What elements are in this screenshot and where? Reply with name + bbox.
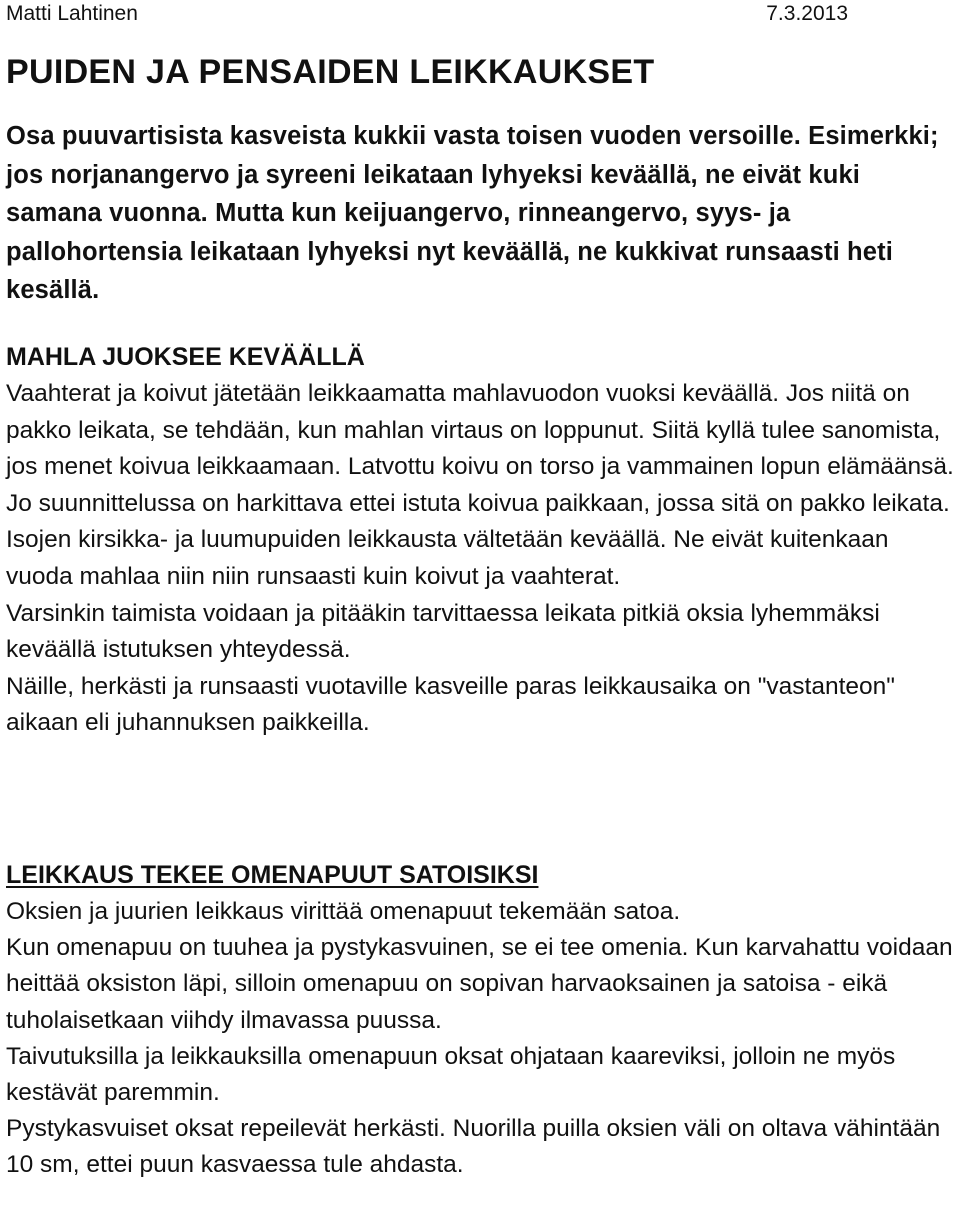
section-heading-omena: LEIKKAUS TEKEE OMENAPUUT SATOISIKSI	[6, 861, 539, 889]
author-name: Matti Lahtinen	[6, 2, 138, 25]
section-omena	[6, 856, 954, 1184]
paragraph: Näille, herkästi ja runsaasti vuotaville kasveille paras leikkausaika on "vastanteon" aikaan eli juhannuksen paikkeilla.	[6, 672, 895, 737]
paragraph: Kun omenapuu on tuuhea ja pystykasvuinen, se ei tee omenia. Kun karvahattu voidaan heittää oksiston läpi, silloin omenapuu on sopivan harvaoksainen ja satoisa - eikä tuholaisetkaan viihdy ilmavassa puussa.	[6, 934, 953, 1034]
paragraph: Vaahterat ja koivut jätetään leikkaamatta mahlavuodon vuoksi keväällä. Jos niitä on pakko leikata, se tehdään, kun mahlan virtaus on loppunut. Siitä kyllä tulee sanomista, jos menet koivua leikkaamaan. Latvottu koivu on torso ja vammainen lopun elämäänsä. Jo suunnittelussa on harkittava ettei istuta koivua paikkaan, jossa sitä on pakko leikata.	[6, 380, 954, 517]
section-heading-mahla: MAHLA JUOKSEE KEVÄÄLLÄ	[6, 343, 365, 371]
document-header	[6, 0, 954, 30]
paragraph: Taivutuksilla ja leikkauksilla omenapuun oksat ohjataan kaareviksi, jolloin ne myös kestävät paremmin.	[6, 1042, 896, 1107]
paragraph: Pystykasvuiset oksat repeilevät herkästi. Nuorilla puilla oksien väli on oltava vähintään 10 sm, ettei puun kasvaessa tule ahdasta.	[6, 1115, 941, 1179]
document-date: 7.3.2013	[766, 2, 848, 25]
paragraph: Oksien ja juurien leikkaus virittää omenapuut tekemään satoa.	[6, 898, 681, 925]
document-title: PUIDEN JA PENSAIDEN LEIKKAUKSET	[6, 53, 655, 91]
paragraph: Isojen kirsikka- ja luumupuiden leikkausta vältetään keväällä. Ne eivät kuitenkaan vuoda mahlaa niin niin runsaasti kuin koivut ja vaahterat.	[6, 526, 889, 590]
section-mahla	[6, 338, 954, 742]
paragraph: Varsinkin taimista voidaan ja pitääkin tarvittaessa leikata pitkiä oksia lyhemmäksi keväällä istutuksen yhteydessä.	[6, 599, 880, 664]
intro-paragraph: Osa puuvartisista kasveista kukkii vasta toisen vuoden versoille. Esimerkki; jos norjanangervo ja syreeni leikataan lyhyeksi keväällä, ne eivät kuki samana vuonna. Mutta kun keijuangervo, rinneangervo, syys- ja pallohortensia leikataan lyhyeksi nyt keväällä, ne kukkivat runsaasti heti kesällä.	[6, 122, 939, 305]
